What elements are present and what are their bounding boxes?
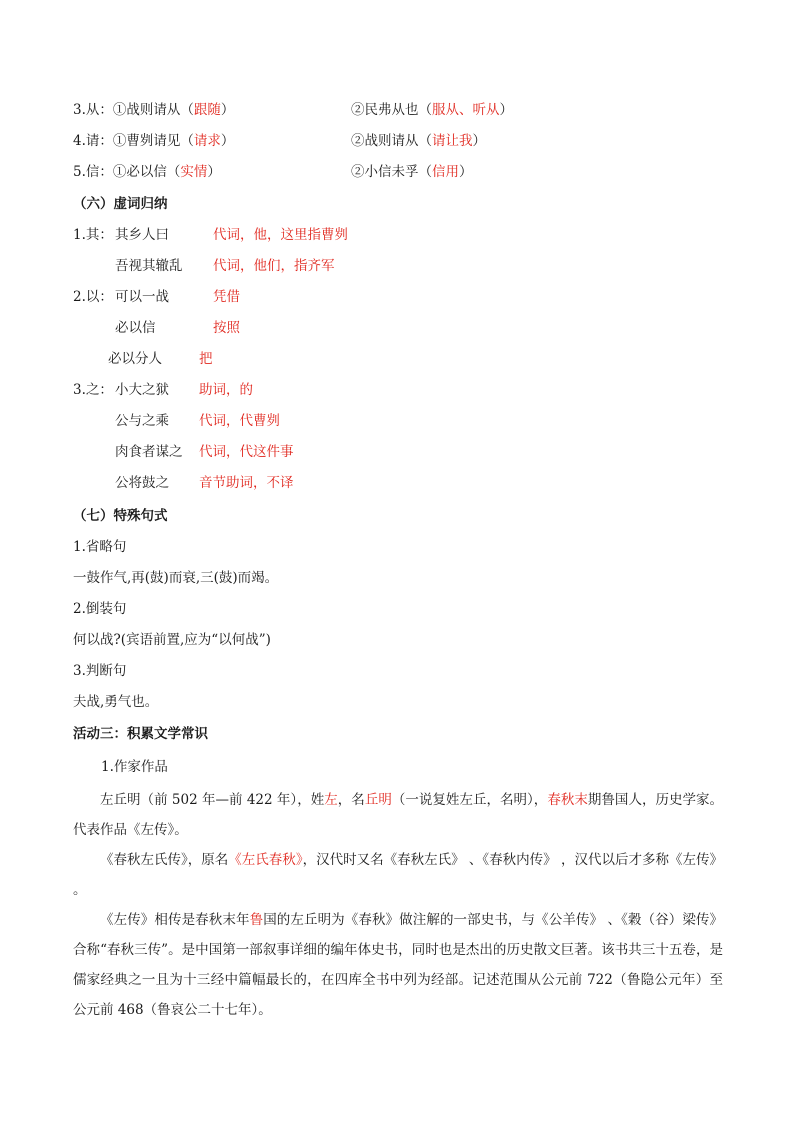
row-gloss: 跟随: [193, 102, 221, 118]
row-example: ①战则请从: [112, 102, 181, 118]
polysemy-row-qing-b: ②战则请从（请让我）: [351, 133, 486, 149]
text-run: 《春秋左氏传》，原名: [100, 852, 229, 868]
sentence-type-example: 一鼓作气,再(鼓)而衰,三(鼓)而竭。: [73, 570, 279, 586]
particle-example: 吾视其辙乱: [115, 258, 183, 274]
row-gloss: 信用: [432, 164, 459, 180]
highlight: 左: [324, 792, 338, 808]
sentence-type-label: 1.省略句: [73, 539, 127, 555]
author-paragraph: [73, 785, 723, 845]
text-run: ，汉代时又名《春秋左氏》 、《春秋内传》 ，汉代以后才多称《左传》 。: [73, 852, 724, 898]
text-run: ，名: [337, 792, 365, 808]
row-gloss: 请让我: [432, 133, 473, 149]
row-gloss: 请求: [193, 133, 221, 149]
particle-yi-label: 2.以：: [73, 289, 113, 305]
text-run: 左丘明（前 502 年—前 422 年），姓: [100, 792, 325, 808]
particle-gloss: 把: [199, 351, 213, 367]
row-example: ②民弗从也: [351, 102, 419, 118]
activity-3-heading: 活动三：积累文学常识: [73, 726, 208, 742]
particle-example: 公将鼓之: [115, 475, 169, 491]
particle-gloss: 代词，他，这里指曹刿: [213, 227, 348, 243]
sentence-type-label: 3.判断句: [73, 663, 127, 679]
row-example: ②小信未孚: [351, 164, 419, 180]
section-6-heading: （六）虚词归纳: [73, 196, 168, 212]
polysemy-row-qing: 4.请：①曹刿请见（请求）: [73, 133, 235, 149]
book-name-paragraph: [73, 845, 723, 905]
particle-example: 肉食者谋之: [115, 444, 183, 460]
row-number: 5.: [73, 164, 86, 180]
row-example: ①必以信: [112, 164, 167, 180]
row-word: 从：: [85, 102, 113, 118]
particle-gloss: 代词，他们，指齐军: [213, 258, 335, 274]
particle-gloss: 助词，的: [199, 382, 253, 398]
particle-gloss: 按照: [213, 320, 240, 336]
text-run: （一说复姓左丘，名明），: [391, 792, 548, 808]
text-run: 国的左丘明为《春秋》做注解的一部史书，与《公羊传》 、《穀（谷）梁传》合称“春秋三传”。是中国第一部叙事详细的编年体史书，同时也是杰出的历史散文巨著。该书共三十五卷，是儒家经典之一且为十三经中篇幅最长的，在四库全书中列为经部。记述范围从公元前 722（鲁隐公元年）至公元前 468（鲁哀公二十七年）。: [73, 912, 724, 1018]
row-word: 请：: [85, 133, 113, 149]
sentence-type-example: 何以战?(宾语前置,应为“以何战”): [73, 632, 271, 648]
zuozhuan-paragraph: [73, 905, 723, 1025]
particle-example: 必以信: [115, 320, 156, 336]
highlight: 鲁: [249, 912, 264, 928]
highlight: 《左氏春秋》: [228, 852, 303, 868]
row-example: ①曹刿请见: [112, 133, 181, 149]
particle-gloss: 音节助词，不译: [199, 475, 294, 491]
polysemy-row-cong: 3.从：①战则请从（跟随）: [73, 102, 235, 118]
sentence-type-example: 夫战,勇气也。: [73, 694, 159, 710]
row-gloss: 实情: [180, 164, 208, 180]
particle-example: 其乡人曰: [115, 227, 169, 243]
particle-example: 公与之乘: [115, 413, 169, 429]
particle-zhi-label: 3.之：: [73, 382, 113, 398]
polysemy-row-cong-b: ②民弗从也（服从、听从）: [351, 102, 513, 118]
particle-gloss: 凭借: [213, 289, 240, 305]
particle-qi-label: 1.其：: [73, 227, 113, 243]
row-word: 信：: [85, 164, 113, 180]
row-gloss: 服从、听从: [432, 102, 500, 118]
row-number: 3.: [73, 102, 86, 118]
row-example: ②战则请从: [351, 133, 419, 149]
activity-3-subheading: 1.作家作品: [101, 759, 168, 775]
highlight: 丘明: [364, 792, 392, 808]
highlight: 春秋末: [547, 792, 588, 808]
particle-example: 必以分人: [108, 351, 162, 367]
polysemy-row-xin-b: ②小信未孚（信用）: [351, 164, 473, 180]
particle-gloss: 代词，代曹刿: [199, 413, 280, 429]
section-7-heading: （七）特殊句式: [73, 508, 168, 524]
particle-example: 可以一战: [115, 289, 169, 305]
text-run: 期鲁国人，历史学家。代表作品《左传》。: [73, 792, 724, 838]
particle-gloss: 代词，代这件事: [199, 444, 294, 460]
row-number: 4.: [73, 133, 86, 149]
particle-example: 小大之狱: [115, 382, 169, 398]
sentence-type-label: 2.倒装句: [73, 601, 127, 617]
text-run: 《左传》相传是春秋末年: [100, 912, 250, 928]
polysemy-row-xin: 5.信：①必以信（实情）: [73, 164, 221, 180]
